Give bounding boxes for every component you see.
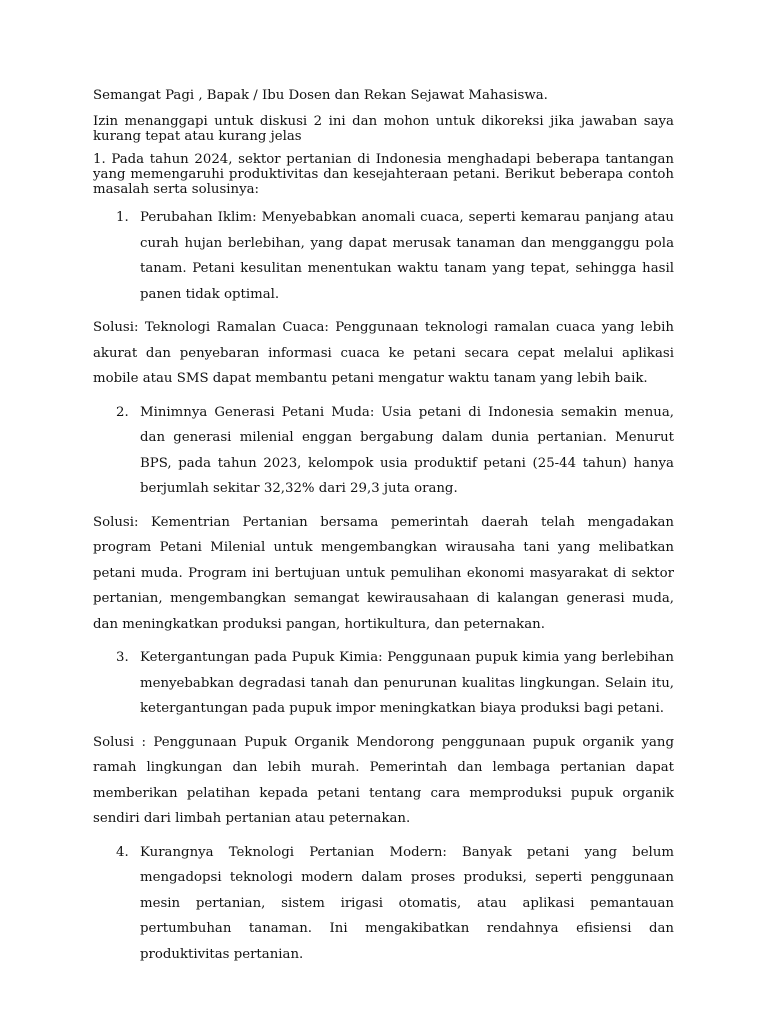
greeting-paragraph: Semangat Pagi , Bapak / Ibu Dosen dan Rekan Sejawat Mahasiswa. — [93, 88, 548, 103]
document-body — [93, 88, 674, 975]
list-item-text: Kurangnya Teknologi Pertanian Modern: Banyak petani yang belum mengadopsi teknologi modern dalam proses produksi, seperti penggunaan mesin pertanian, sistem irigasi otomatis, atau aplikasi pemantauan pertumbuhan tanaman. Ini mengakibatkan rendahnya efisiensi dan produktivitas pertanian. — [140, 844, 674, 962]
list-item — [93, 205, 674, 307]
lead-paragraph: 1. Pada tahun 2024, sektor pertanian di Indonesia menghadapi beberapa tantangan yang memengaruhi produktivitas dan kesejahteraan petani. Berikut beberapa contoh masalah serta solusinya: — [93, 152, 674, 197]
list-item-text: Ketergantungan pada Pupuk Kimia: Penggunaan pupuk kimia yang berlebihan menyebabkan degradasi tanah dan penurunan kualitas lingkungan. Selain itu, ketergantungan pada pupuk impor meningkatkan biaya produksi bagi petani. — [140, 650, 674, 716]
solution-paragraph: Solusi : Penggunaan Pupuk Organik Mendorong penggunaan pupuk organik yang ramah lingkungan dan lebih murah. Pemerintah dan lembaga pertanian dapat memberikan pelatihan kepada petani tentang cara memproduksi pupuk organik sendiri dari limbah pertanian atau peternakan. — [93, 734, 674, 826]
list-item-text: Minimnya Generasi Petani Muda: Usia petani di Indonesia semakin menua, dan generasi milenial enggan bergabung dalam dunia pertanian. Menurut BPS, pada tahun 2023, kelompok usia produktif petani (25-44 tahun) hanya berjumlah sekitar 32,32% dari 29,3 juta orang. — [140, 404, 674, 496]
list-item — [93, 645, 674, 722]
list-item-text: Perubahan Iklim: Menyebabkan anomali cuaca, seperti kemarau panjang atau curah hujan berlebihan, yang dapat merusak tanaman dan mengganggu pola tanam. Petani kesulitan menentukan waktu tanam yang tepat, sehingga hasil panen tidak optimal. — [140, 210, 674, 302]
intro-paragraph: Izin menanggapi untuk diskusi 2 ini dan mohon untuk dikoreksi jika jawaban saya kurang tepat atau kurang jelas — [93, 114, 674, 144]
list-item-number: 1. — [116, 210, 129, 225]
list-item-number: 2. — [116, 404, 129, 420]
list-item-number: 3. — [116, 650, 129, 665]
solution-paragraph: Solusi: Kementrian Pertanian bersama pemerintah daerah telah mengadakan program Petani Milenial untuk mengembangkan wirausaha tani yang melibatkan petani muda. Program ini bertujuan untuk pemulihan ekonomi masyarakat di sektor pertanian, mengembangkan semangat kewirausahaan di kalangan generasi muda, dan meningkatkan produksi pangan, hortikultura, dan peternakan. — [93, 514, 674, 632]
solution-paragraph: Solusi: Teknologi Ramalan Cuaca: Penggunaan teknologi ramalan cuaca yang lebih akurat dan penyebaran informasi cuaca ke petani secara cepat melalui aplikasi mobile atau SMS dapat membantu petani mengatur waktu tanam yang lebih baik. — [93, 320, 674, 386]
list-item — [93, 840, 674, 968]
list-item — [93, 400, 674, 502]
list-item-number: 4. — [116, 844, 129, 860]
